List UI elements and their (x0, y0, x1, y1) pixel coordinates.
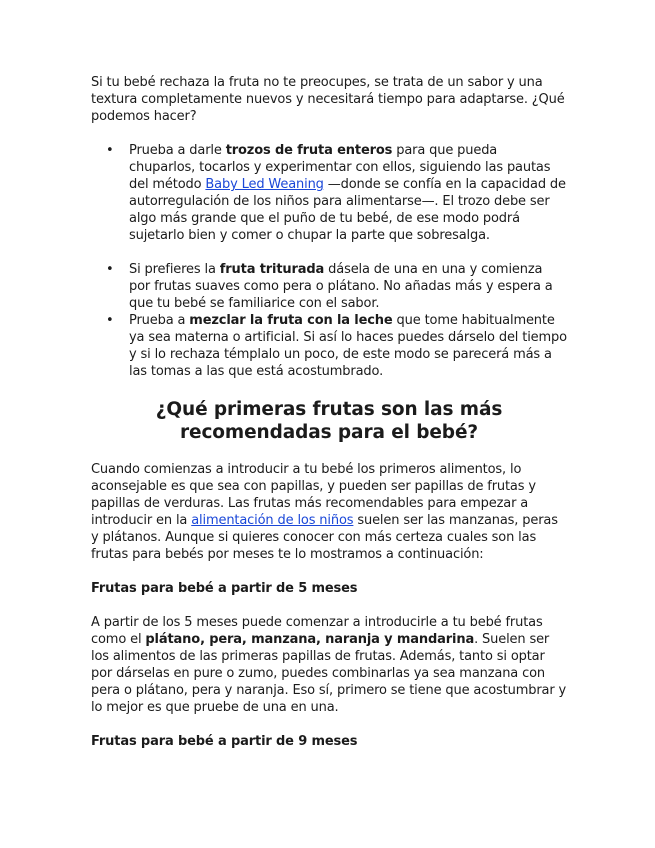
bullet-2-post: dásela de una en una y comienza por frutas suaves como pera o plátano. No añadas más y espera a que tu bebé se familiarice con el sabor. (129, 262, 553, 311)
intro-paragraph: Si tu bebé rechaza la fruta no te preocupes, se trata de un sabor y una textura completamente nuevos y necesitará tiempo para adaptarse. ¿Qué podemos hacer? (91, 75, 565, 124)
list-item (91, 312, 567, 380)
alimentacion-ninos-link[interactable]: alimentación de los niños (191, 513, 354, 528)
list-item (91, 261, 567, 312)
para2-pre: A partir de los 5 meses puede comenzar a introducirle a tu bebé frutas como el (91, 615, 543, 647)
bullet-1-pre: Prueba a darle (129, 143, 226, 158)
bullet-3-bold: mezclar la fruta con la leche (189, 313, 393, 328)
subheading-9-months: Frutas para bebé a partir de 9 meses (91, 734, 358, 749)
para1-post: suelen ser las manzanas, peras y plátanos. Aunque si quieres conocer con más certeza cuales son las frutas para bebés por meses te lo mostramos a continuación: (91, 513, 558, 562)
para2-bold: plátano, pera, manzana, naranja y mandarina (145, 632, 475, 647)
bullet-2-pre: Si prefieres la (129, 262, 220, 277)
subheading-5-months: Frutas para bebé a partir de 5 meses (91, 581, 358, 596)
bullet-1-bold: trozos de fruta enteros (225, 143, 393, 158)
bullet-3-post: que tome habitualmente ya sea materna o artificial. Si así lo haces puedes dárselo del tiempo y si lo rechaza témplalo un poco, de este modo se parecerá más a las tomas a las que está acostumbrado. (129, 313, 567, 379)
bullet-3-pre: Prueba a (129, 313, 190, 328)
tips-list (91, 142, 567, 380)
list-item (91, 142, 567, 244)
baby-led-weaning-link[interactable]: Baby Led Weaning (205, 177, 324, 192)
para1-pre: Cuando comienzas a introducir a tu bebé los primeros alimentos, lo aconsejable es que sea con papillas, y pueden ser papillas de frutas y papillas de verduras. Las frutas más recomendables para empezar a introducir en la (91, 462, 536, 528)
fruits-intro-paragraph (91, 461, 567, 563)
five-months-paragraph (91, 614, 567, 716)
bullet-2-bold: fruta triturada (219, 262, 325, 277)
section-heading: ¿Qué primeras frutas son las más recomendadas para el bebé? (155, 399, 503, 443)
bullet-1-post: —donde se confía en la capacidad de autorregulación de los niños para alimentarse—. El trozo debe ser algo más grande que el puño de tu bebé, de ese modo podrá sujetarlo bien y comer o chupar la parte que sobresalga. (129, 177, 566, 243)
bullet-1-mid: para que pueda chuparlos, tocarlos y experimentar con ellos, siguiendo las pautas del método (129, 143, 551, 192)
article-body (91, 74, 567, 767)
para2-post: . Suelen ser los alimentos de las primeras papillas de frutas. Además, tanto si optar por dárselas en pure o zumo, puedes combinarlas ya sea manzana con pera o plátano, pera y naranja. Eso sí, primero se tiene que acostumbrar y lo mejor es que pruebe de una en una. (91, 632, 567, 715)
